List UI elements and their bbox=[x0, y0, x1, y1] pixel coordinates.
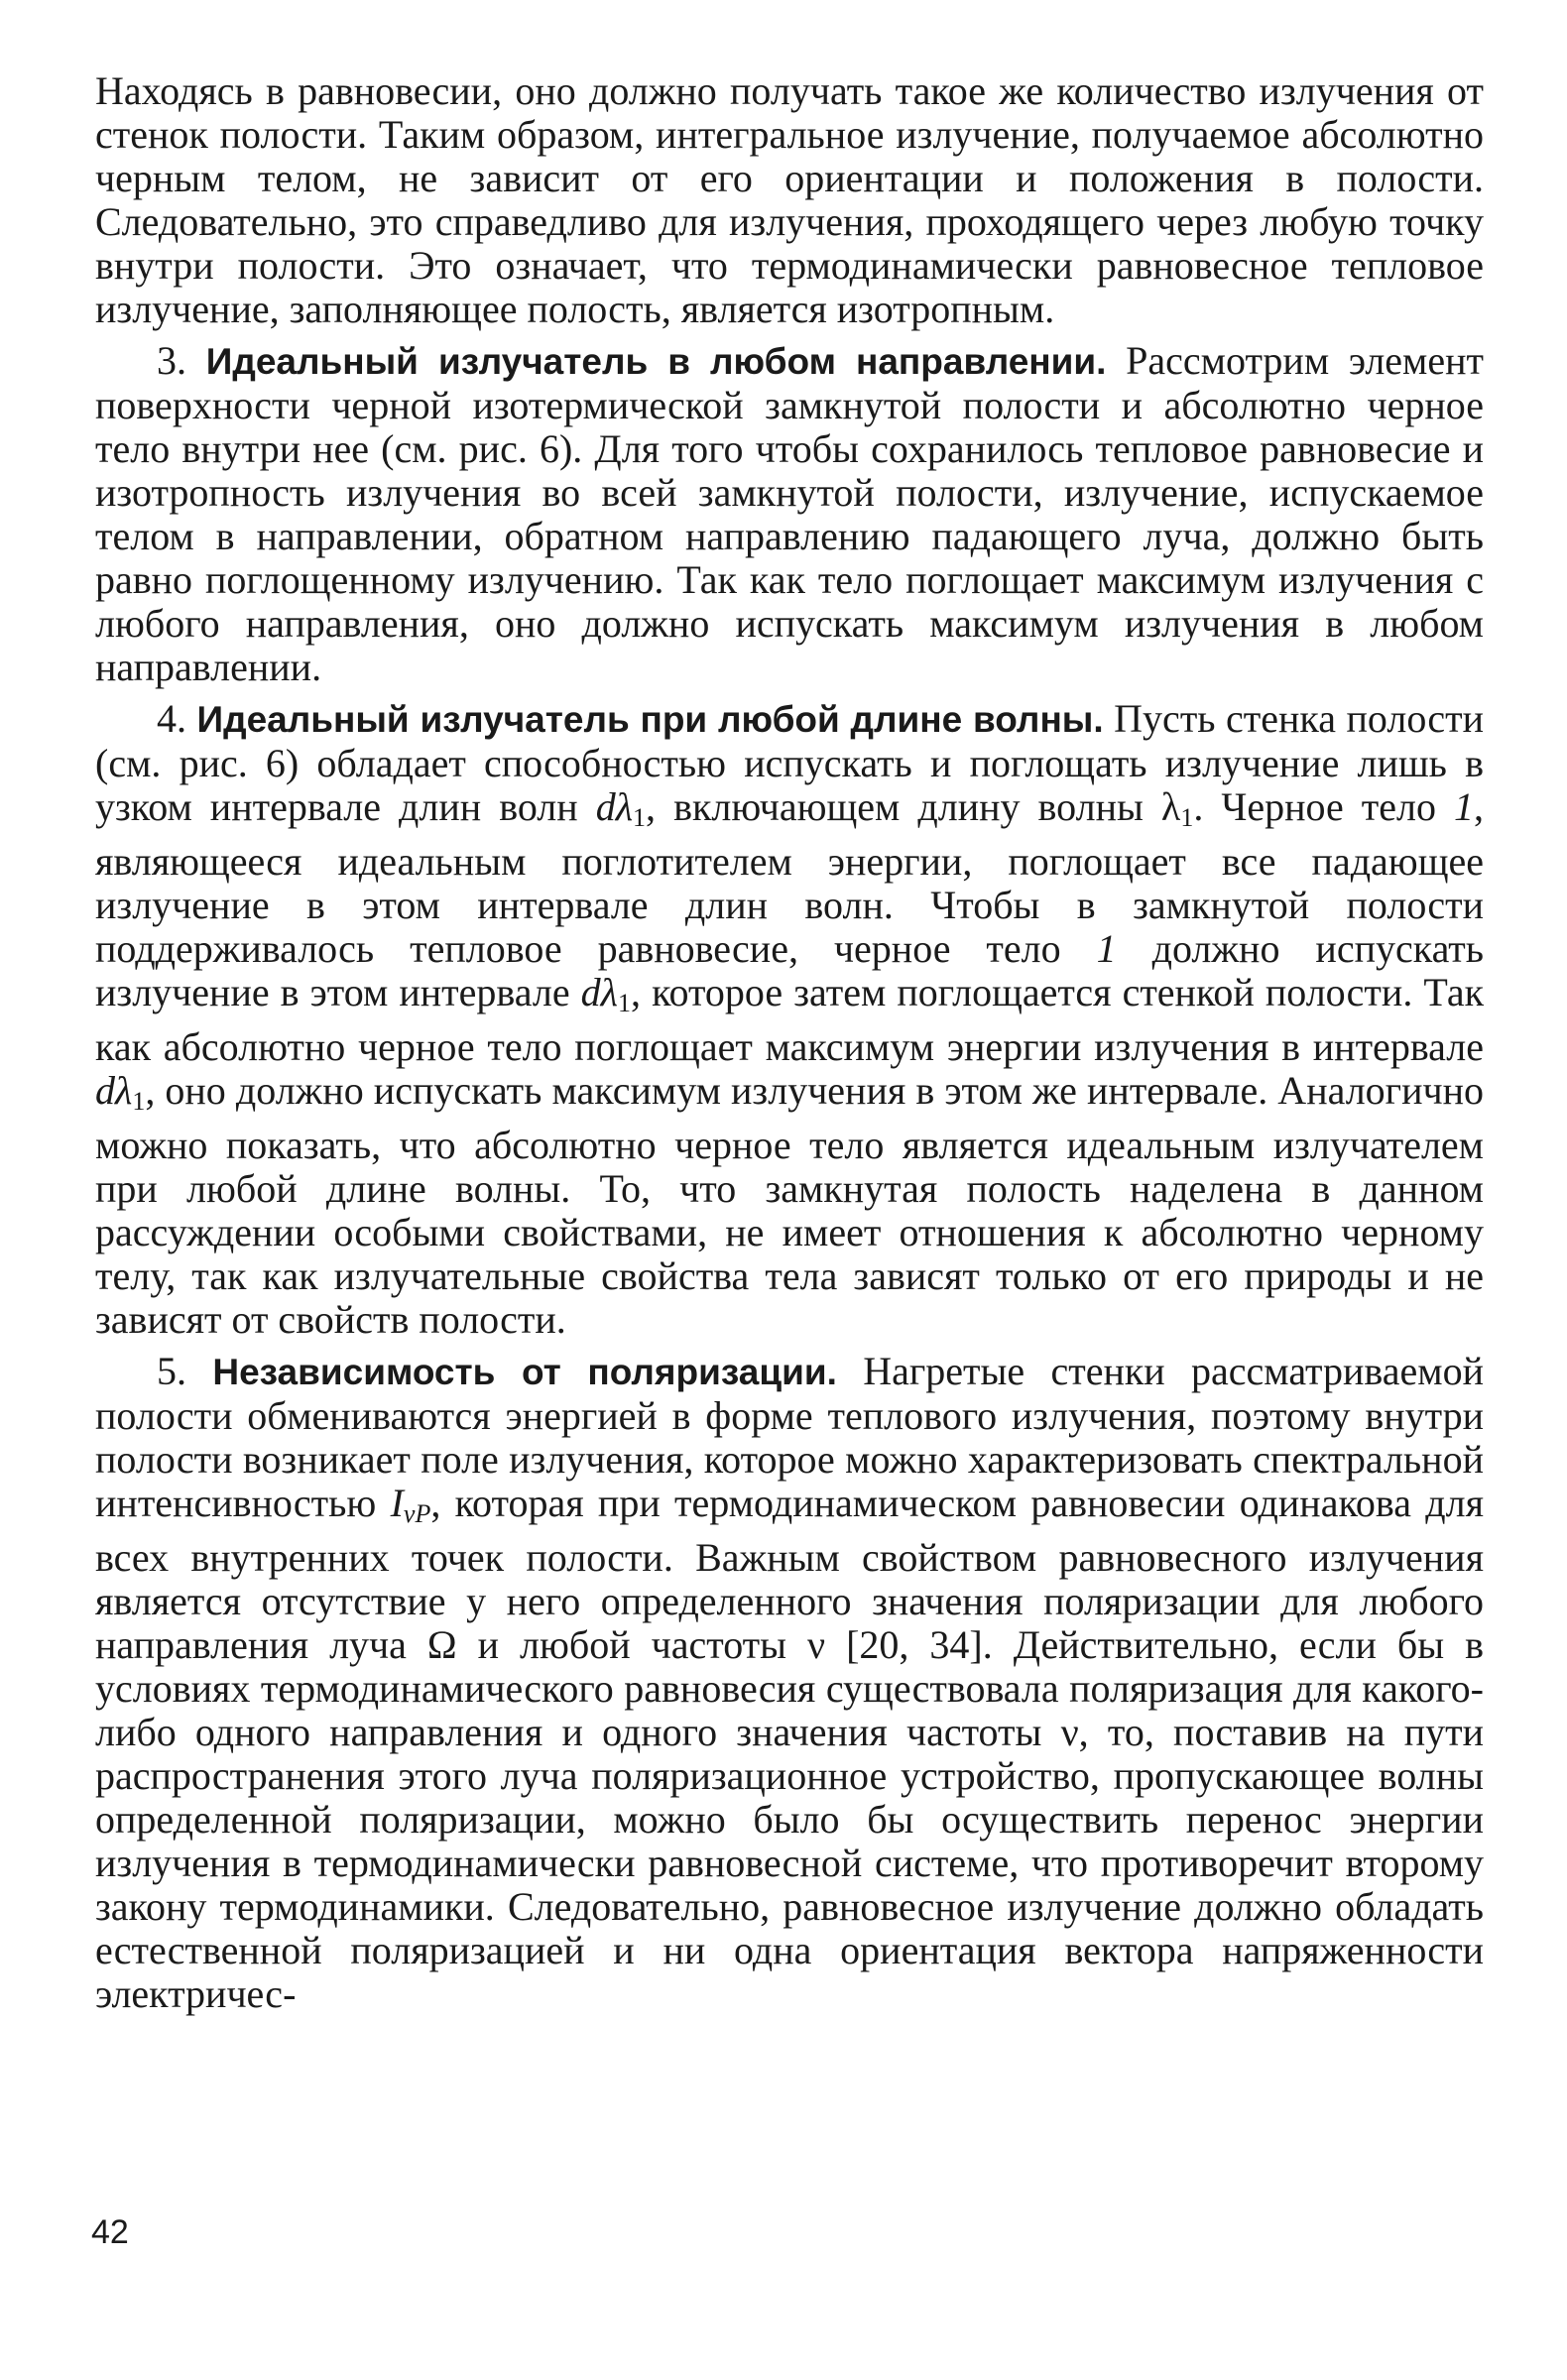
intro-paragraph bbox=[95, 69, 1484, 331]
section-5-text-b: , которая при термодинамическом равновесии одинакова для всех внутренних точек полости. Важным свойством равновесного излучения является отсутствие у него определенного значения поляризации для любого направления луча Ω и любой частоты ν [20, 34]. Действительно, если бы в условиях термодинамического равновесия существовала поляризация для какого-либо одного направления и одного значения частоты ν, то, поставив на пути распространения этого луча поляризационное устройство, пропускающее волны определенной поляризации, можно было бы осуществить перенос энергии излучения в термодинамически равновесной системе, что противоречит второму закону термодинамики. Следовательно, равновесное излучение должно обладать естественной поляризацией и ни одна ориентация вектора напряженности электричес- bbox=[95, 1481, 1484, 2016]
subscript-1: 1 bbox=[618, 989, 631, 1017]
section-5-heading: Независимость от поляризации. bbox=[212, 1352, 837, 1392]
lambda-symbol: λ bbox=[1160, 784, 1181, 829]
section-4-heading: Идеальный излучатель при любой длине волны. bbox=[196, 699, 1104, 740]
body-label: 1 bbox=[1454, 784, 1475, 829]
subscript-1: 1 bbox=[132, 1087, 146, 1116]
section-3-paragraph bbox=[95, 339, 1484, 689]
dlambda-symbol: dλ bbox=[580, 970, 618, 1014]
section-4-paragraph bbox=[95, 697, 1484, 1342]
section-4-text-e: должно испускать излучение в этом интервале bbox=[95, 926, 1485, 1014]
intro-text: Находясь в равновесии, оно должно получать такое же количество излучения от стенок полости. Таким образом, интегральное излучение, получаемое абсолютно черным телом, не зависит от его ориентации и положения в полости. Следовательно, это справедливо для излучения, проходящего через любую точку внутри полости. Это означает, что термодинамически равновесное тепловое излучение, заполняющее полость, является изотропным. bbox=[95, 68, 1484, 331]
section-3-number: 3. bbox=[157, 338, 186, 383]
section-4-number: 4. bbox=[157, 696, 186, 741]
section-4-text-c: . Черное тело bbox=[1193, 784, 1436, 829]
section-3-text: Рассмотрим элемент поверхности черной изотермической замкнутой полости и абсолютно черное тело внутри нее (см. рис. 6). Для того чтобы сохранилось тепловое равновесие и изотропность излучения во всей замкнутой полости, излучение, испускаемое телом в направлении, обратном направлению падающего луча, должно быть равно поглощенному излучению. Так как тело поглощает максимум излучения с любого направления, оно должно испускать максимум излучения в любом направлении. bbox=[95, 338, 1485, 689]
dlambda-symbol: dλ bbox=[95, 1068, 133, 1113]
section-3-heading: Идеальный излучатель в любом направлении. bbox=[205, 341, 1107, 382]
body-label: 1 bbox=[1096, 926, 1117, 971]
section-4-text-g: , оно должно испускать максимум излучения в этом же интервале. Аналогично можно показать, что абсолютно черное тело является идеальным излучателем при любой длине волны. То, что замкнутая полость наделена в данном рассуждении особыми свойствами, не имеет отношения к абсолютно черному телу, так как излучательные свойства тела зависят только от его природы и не зависят от свойств полости. bbox=[95, 1068, 1484, 1342]
intensity-symbol: I bbox=[390, 1481, 404, 1525]
intensity-subscript: νP bbox=[403, 1499, 431, 1528]
section-4-text-f: , которое затем поглощается стенкой полости. Так как абсолютно черное тело поглощает максимум энергии излучения в интервале bbox=[95, 970, 1485, 1069]
section-5-text-a: Нагретые стенки рассматриваемой полости обмениваются энергией в форме теплового излучения, поэтому внутри полости возникает поле излучения, которое можно характеризовать спектральной интенсивностью bbox=[95, 1349, 1485, 1525]
section-4-text-d: , являющееся идеальным поглотителем энергии, поглощает все падающее излучение в этом интервале длин волн. Чтобы в замкнутой полости поддерживалось тепловое равновесие, черное тело bbox=[95, 784, 1485, 971]
section-5-number: 5. bbox=[157, 1349, 186, 1393]
page-number: 42 bbox=[91, 2213, 129, 2251]
dlambda-symbol: dλ bbox=[595, 784, 634, 829]
page-body bbox=[95, 69, 1484, 2016]
section-4-text-b: , включающем длину волны bbox=[646, 784, 1144, 829]
subscript-1: 1 bbox=[633, 803, 647, 832]
section-5-paragraph bbox=[95, 1350, 1484, 2016]
subscript-1: 1 bbox=[1180, 803, 1194, 832]
section-4-text-a: Пусть стенка полости (см. рис. 6) обладает способностью испускать и поглощать излучение лишь в узком интервале длин волн bbox=[95, 696, 1484, 829]
